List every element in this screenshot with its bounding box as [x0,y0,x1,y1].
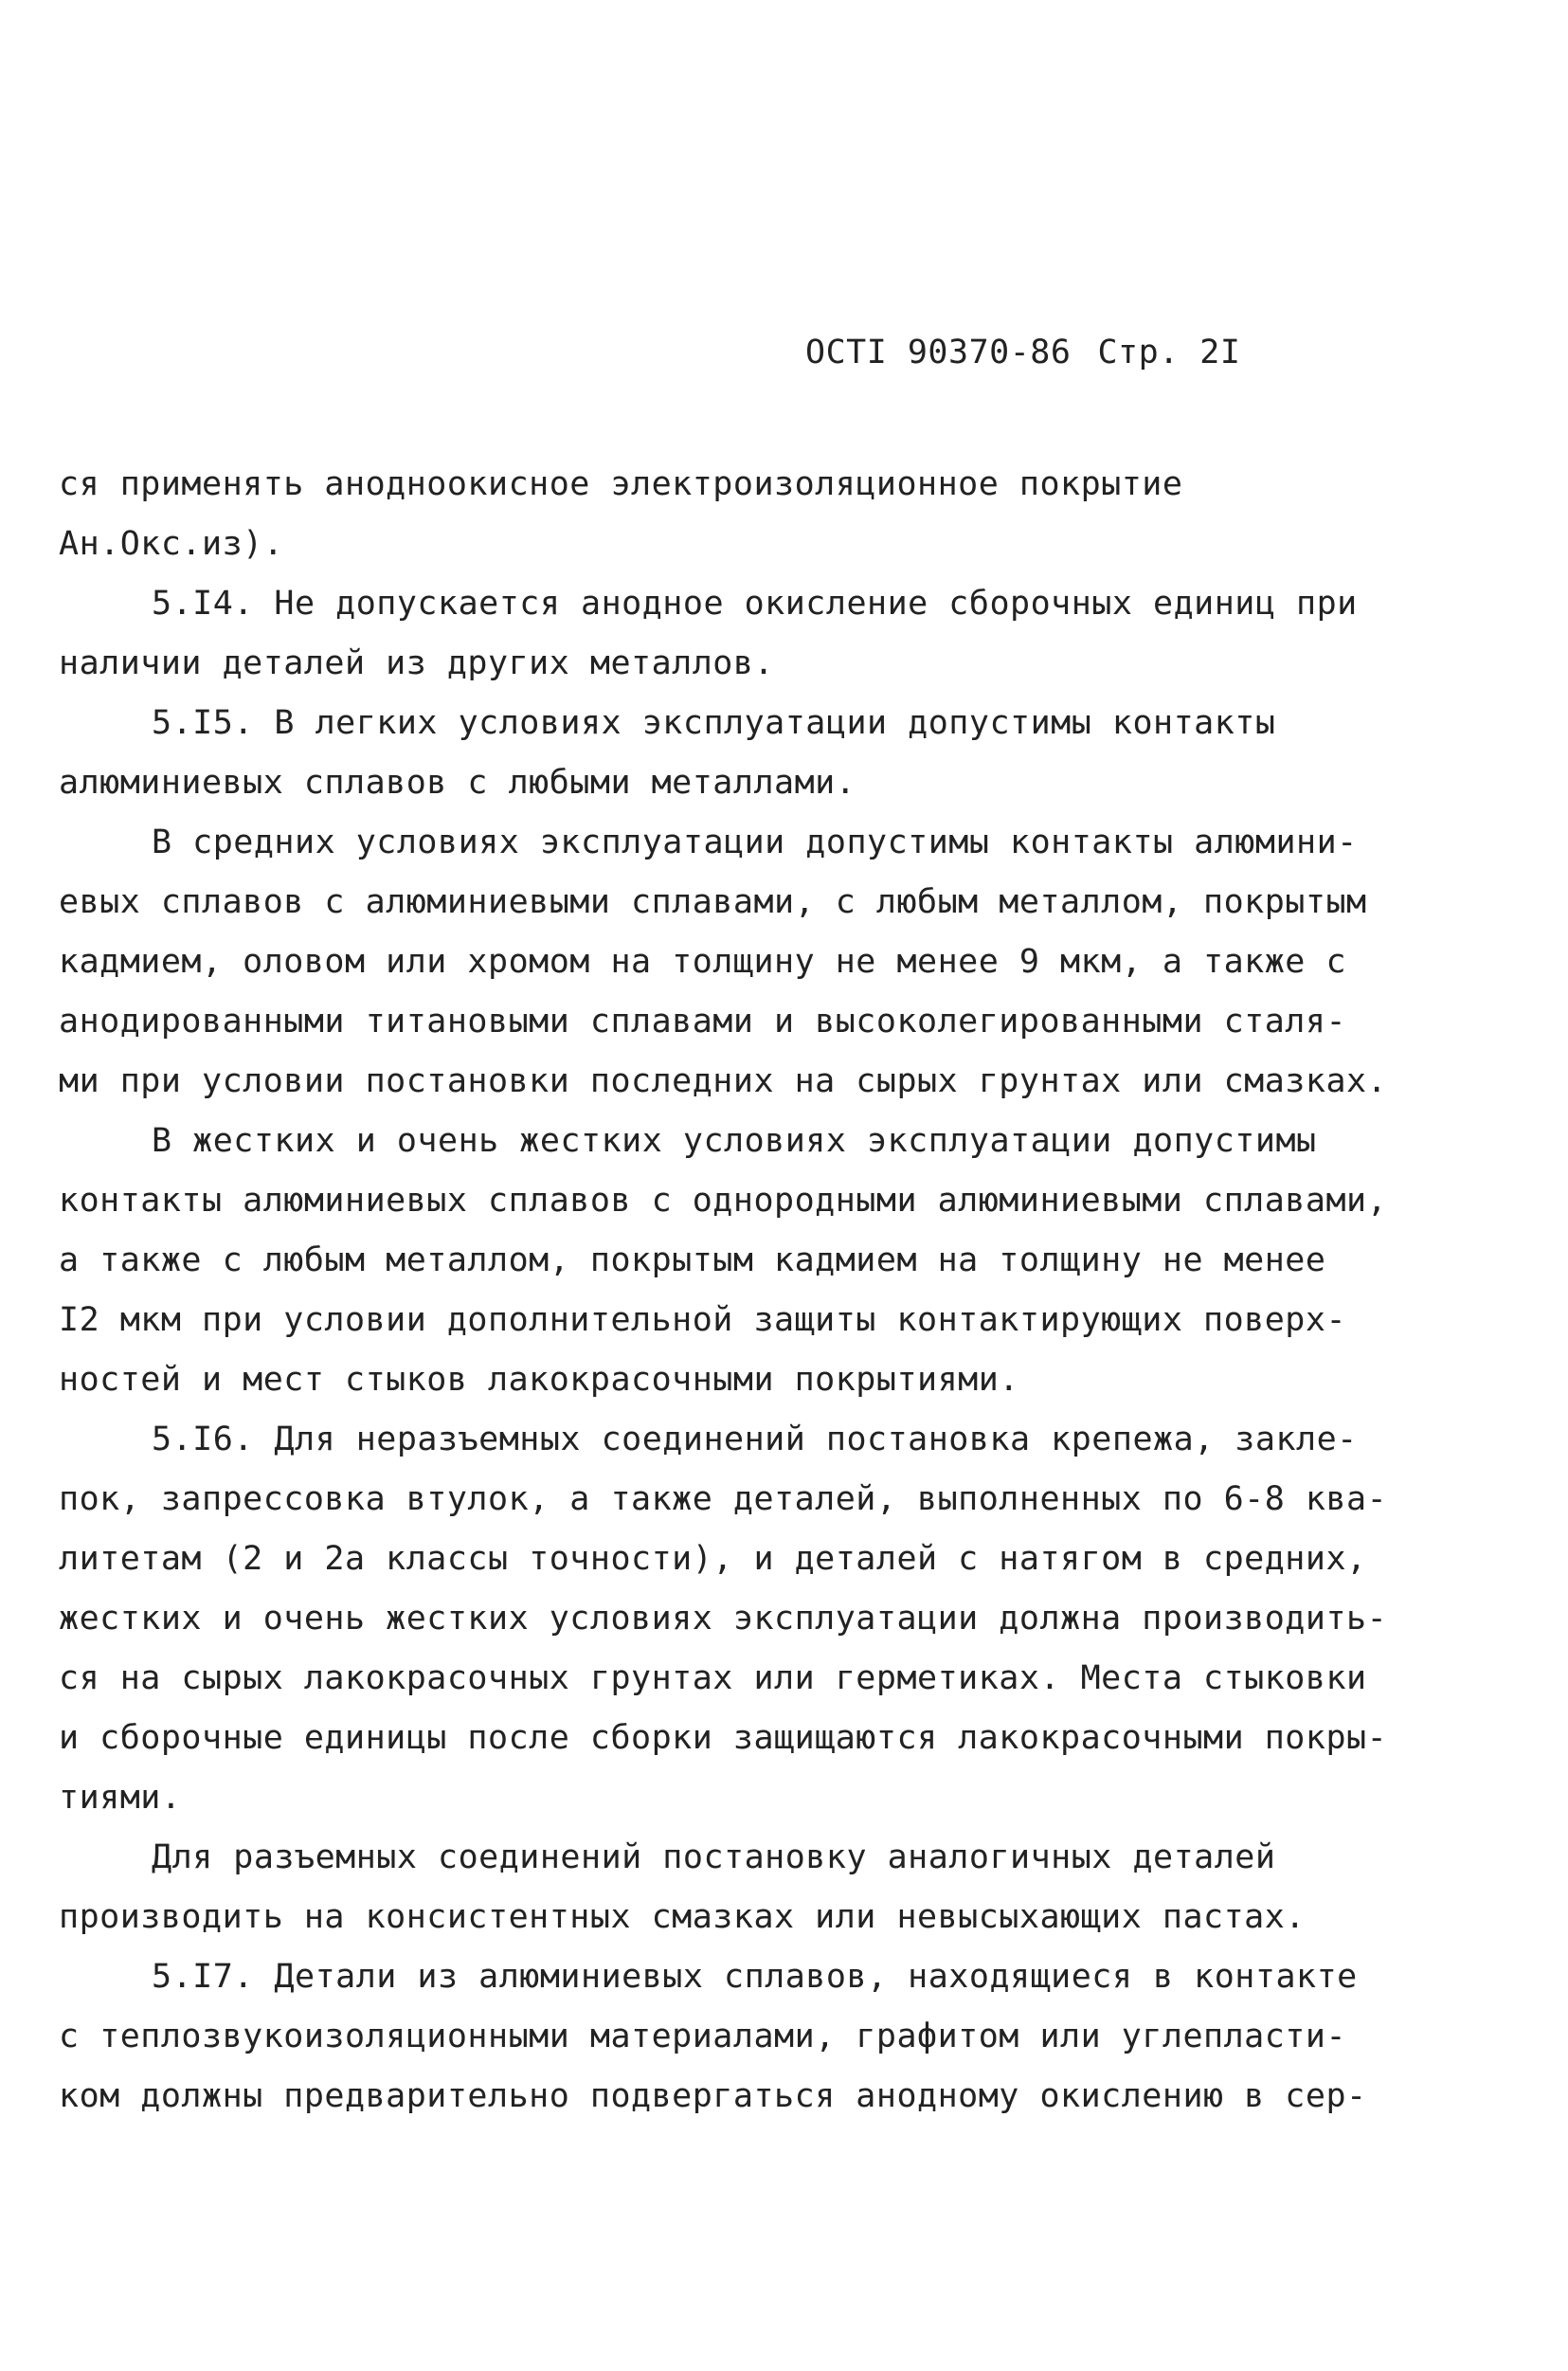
text-line: пок, запрессовка втулок, а также деталей, выполненных по 6-8 ква- [59,1480,1388,1518]
body-text [59,455,1388,2127]
text-line: литетам (2 и 2а классы точности), и деталей с натягом в средних, [59,1540,1367,1578]
text-line: контакты алюминиевых сплавов с однородными алюминиевыми сплавами, [59,1182,1388,1220]
text-line: с теплозвукоизоляционными материалами, графитом или углепласти- [59,2018,1347,2055]
text-line: ми при условии постановки последних на сырых грунтах или смазках. [59,1062,1388,1100]
text-line: ся применять анодноокисное электроизоляционное покрытие [59,465,1183,503]
text-line: производить на консистентных смазках или невысыхающих пастах. [59,1898,1306,1936]
page-number: Стр. 2I [1097,334,1241,371]
text-line: ком должны предварительно подвергаться анодному окислению в сер- [59,2077,1367,2115]
text-line: 5.I6. Для неразъемных соединений постановка крепежа, закле- [152,1421,1358,1458]
text-line: и сборочные единицы после сборки защищаются лакокрасочными покры- [59,1719,1388,1757]
text-line: В жестких и очень жестких условиях эксплуатации допустимы [152,1122,1317,1160]
text-line: евых сплавов с алюминиевыми сплавами, с любым металлом, покрытым [59,883,1367,921]
text-line: тиями. [59,1779,182,1817]
text-line: В средних условиях эксплуатации допустимы контакты алюмини- [152,824,1358,861]
text-line: алюминиевых сплавов с любыми металлами. [59,764,856,802]
text-line: ся на сырых лакокрасочных грунтах или герметиках. Места стыковки [59,1659,1367,1697]
page-header [805,334,1240,371]
text-line: 5.I5. В легких условиях эксплуатации допустимы контакты [152,704,1276,742]
text-line: анодированными титановыми сплавами и высоколегированными сталя- [59,1003,1347,1041]
text-line: Для разъемных соединений постановку аналогичных деталей [152,1838,1276,1876]
text-line: 5.I7. Детали из алюминиевых сплавов, находящиеся в контакте [152,1958,1358,1996]
text-line: кадмием, оловом или хромом на толщину не менее 9 мкм, а также с [59,943,1347,981]
text-line: 5.I4. Не допускается анодное окисление сборочных единиц при [152,585,1358,623]
text-line: жестких и очень жестких условиях эксплуатации должна производить- [59,1600,1388,1638]
text-line: а также с любым металлом, покрытым кадмием на толщину не менее [59,1241,1326,1279]
doc-code: ОСТI 90370-86 [805,334,1072,371]
text-line: наличии деталей из других металлов. [59,644,775,682]
text-line: ностей и мест стыков лакокрасочными покрытиями. [59,1361,1019,1399]
text-line: Ан.Окс.из). [59,525,284,563]
text-line: I2 мкм при условии дополнительной защиты контактирующих поверх- [59,1301,1347,1339]
